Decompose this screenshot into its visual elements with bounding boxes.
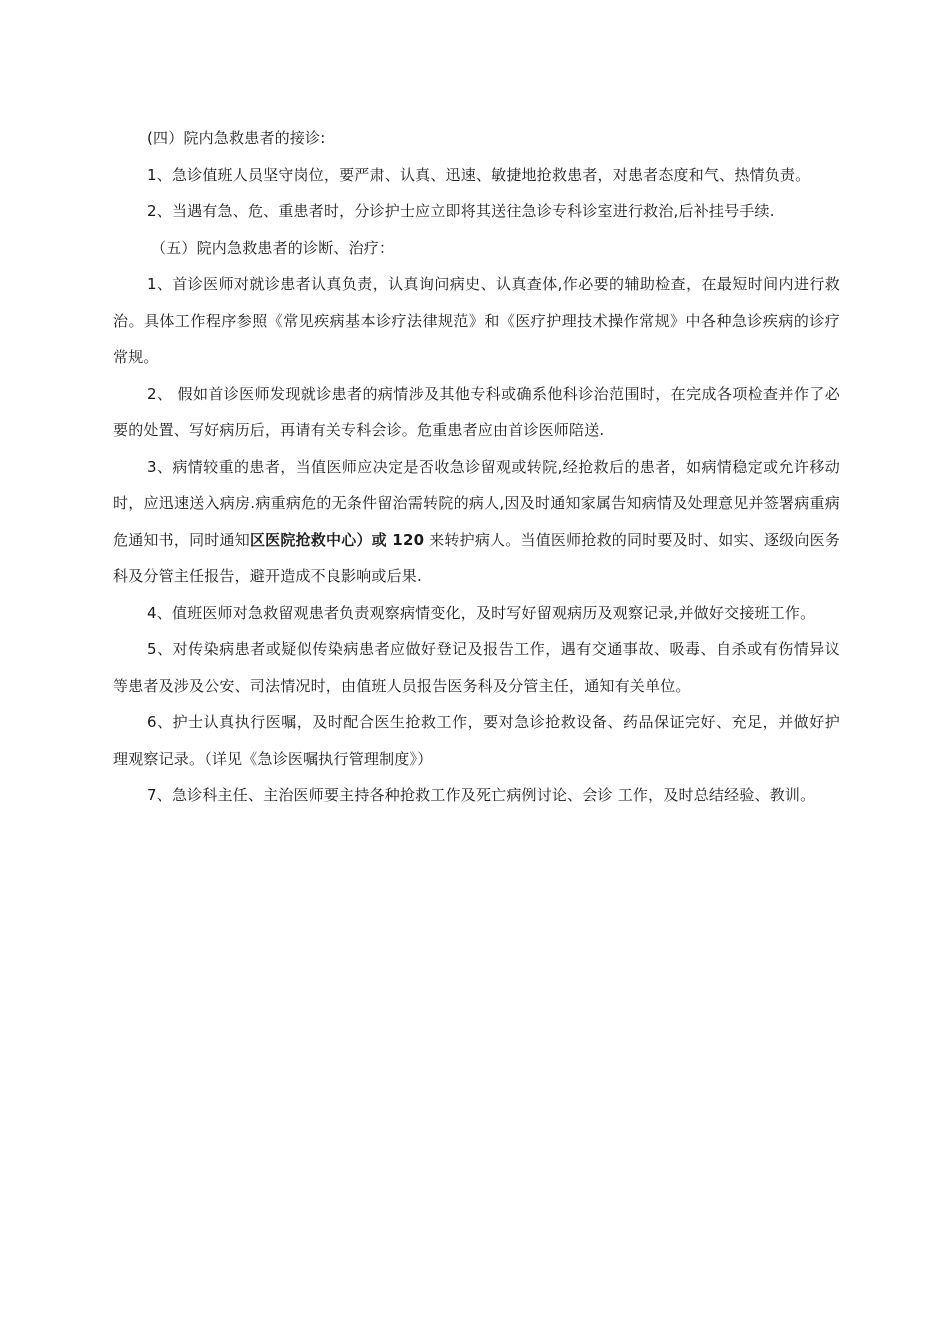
paragraph-5-2: 2、 假如首诊医师发现就诊患者的病情涉及其他专科或确系他科诊治范围时，在完成各项检查并作了必要的处置、写好病历后，再请有关专科会诊。危重患者应由首诊医师陪送. [113, 384, 840, 439]
paragraph-4-1: 1、急诊值班人员坚守岗位，要严肃、认真、迅速、敏捷地抢救患者，对患者态度和气、热情负责。 [147, 165, 811, 184]
paragraph-5-4: 4、值班医师对急救留观患者负责观察病情变化，及时写好留观病历及观察记录,并做好交接班工作。 [147, 603, 816, 622]
paragraph-5-3 [113, 449, 840, 595]
paragraph-5-3-text-strong: 区医院抢救中心）或 120 [249, 530, 425, 549]
paragraph-heading-5: （五）院内急救患者的诊断、治疗： [151, 238, 395, 257]
paragraph-heading-4: (四）院内急救患者的接诊: [147, 129, 326, 147]
paragraph-5-3-text-after: 来转护病人。当值医师抢救的同时要及时、如实、逐级向医务科及分管主任报告，避开造成不良影响或后果. [113, 530, 840, 585]
paragraph-5-6: 6、护士认真执行医嘱，及时配合医生抢救工作，要对急诊抢救设备、药品保证完好、充足，并做好护理观察记录。（详见《急诊医嘱执行管理制度》） [113, 713, 840, 768]
paragraph-5-5: 5、对传染病患者或疑似传染病患者应做好登记及报告工作，遇有交通事故、吸毒、自杀或有伤情异议等患者及涉及公安、司法情况时，由值班人员报告医务科及分管主任，通知有关单位。 [113, 640, 840, 695]
document-body [113, 120, 840, 814]
paragraph-4-2: 2、当遇有急、危、重患者时，分诊护士应立即将其送往急诊专科诊室进行救治,后补挂号手续. [147, 202, 775, 220]
paragraph-5-1: 1、首诊医师对就诊患者认真负责，认真询问病史、认真查体,作必要的辅助检查，在最短时间内进行救治。具体工作程序参照《常见疾病基本诊疗法律规范》和《医疗护理技术操作常规》中各种急诊疾病的诊疗常规。 [113, 275, 840, 366]
paragraph-5-7: 7、急诊科主任、主治医师要主持各种抢救工作及死亡病例讨论、会诊 工作，及时总结经验、教训。 [147, 786, 816, 804]
paragraph-5-3-text-before: 3、病情较重的患者，当值医师应决定是否收急诊留观或转院,经抢救后的患者，如病情稳定或允许移动时，应迅速送入病房.病重病危的无条件留治需转院的病人,因及时通知家属告知病情及处理意见并签署病重病危通知书，同时通知 [113, 457, 840, 549]
